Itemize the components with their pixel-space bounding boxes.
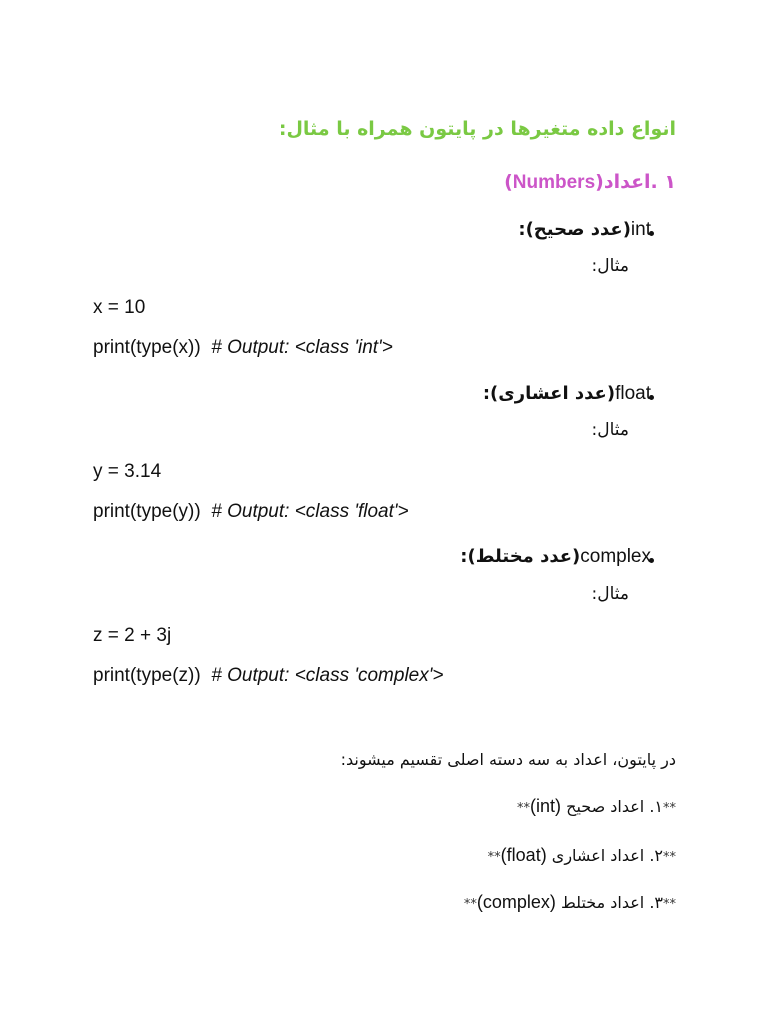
type-name-fa: (عدد صحیح) [525,219,631,240]
type-heading-complex [460,544,651,570]
code-comment-class: <class 'complex'> [294,665,444,686]
category-english: (float) [500,845,547,865]
bold-marker: ** [663,897,676,912]
section-heading-numbers [504,168,676,197]
bold-marker: ** [663,801,676,816]
summary-paragraph: در پایتون، اعداد به سه دسته اصلی تقسیم میشوند: [340,750,676,769]
type-colon: : [518,219,526,240]
code-comment: # Output: [211,337,295,358]
code-assignment: x = 10 [93,297,146,318]
category-label: ۱. اعداد صحیح [561,797,663,816]
type-heading-int [518,217,651,243]
code-assignment: z = 2 + 3j [93,625,172,646]
code-print: print(type(x)) [93,337,201,358]
type-colon: : [460,546,468,567]
code-print-line [93,664,443,688]
example-label: مثال: [591,420,629,440]
type-name-fa: (عدد اعشاری) [490,383,616,404]
example-label: مثال: [591,584,629,604]
page-title: انواع داده متغیرها در پایتون همراه با مثال: [278,118,676,140]
code-print: print(type(z)) [93,665,201,686]
section-heading-suffix: ) [504,171,513,193]
type-heading-float [483,381,651,407]
code-assignment: y = 3.14 [93,461,162,482]
code-comment: # Output: [211,501,295,522]
bold-marker: ** [487,850,501,865]
bold-marker: ** [663,850,676,865]
type-name: int [630,219,651,240]
code-comment-class: <class 'int'> [294,337,393,358]
type-name: complex [580,546,651,567]
category-label: ۳. اعداد مختلط [555,893,663,912]
code-print-line [93,500,409,524]
type-colon: : [482,383,491,404]
bold-marker: ** [517,801,531,816]
category-item [517,794,676,821]
category-item [464,890,676,917]
type-name: float [615,383,651,404]
category-english: (int) [530,796,562,816]
type-name-fa: (عدد مختلط) [467,546,581,567]
category-item [488,843,676,870]
section-heading-prefix: ۱ .اعداد( [595,171,676,193]
bold-marker: ** [463,897,477,912]
code-comment: # Output: [211,665,295,686]
category-label: ۲. اعداد اعشاری [546,846,663,865]
code-comment-class: <class 'float'> [294,501,409,522]
code-print: print(type(y)) [93,501,201,522]
section-heading-english: Numbers [512,172,596,193]
example-label: مثال: [591,256,629,276]
category-english: (complex) [476,892,556,912]
code-print-line [93,336,393,360]
